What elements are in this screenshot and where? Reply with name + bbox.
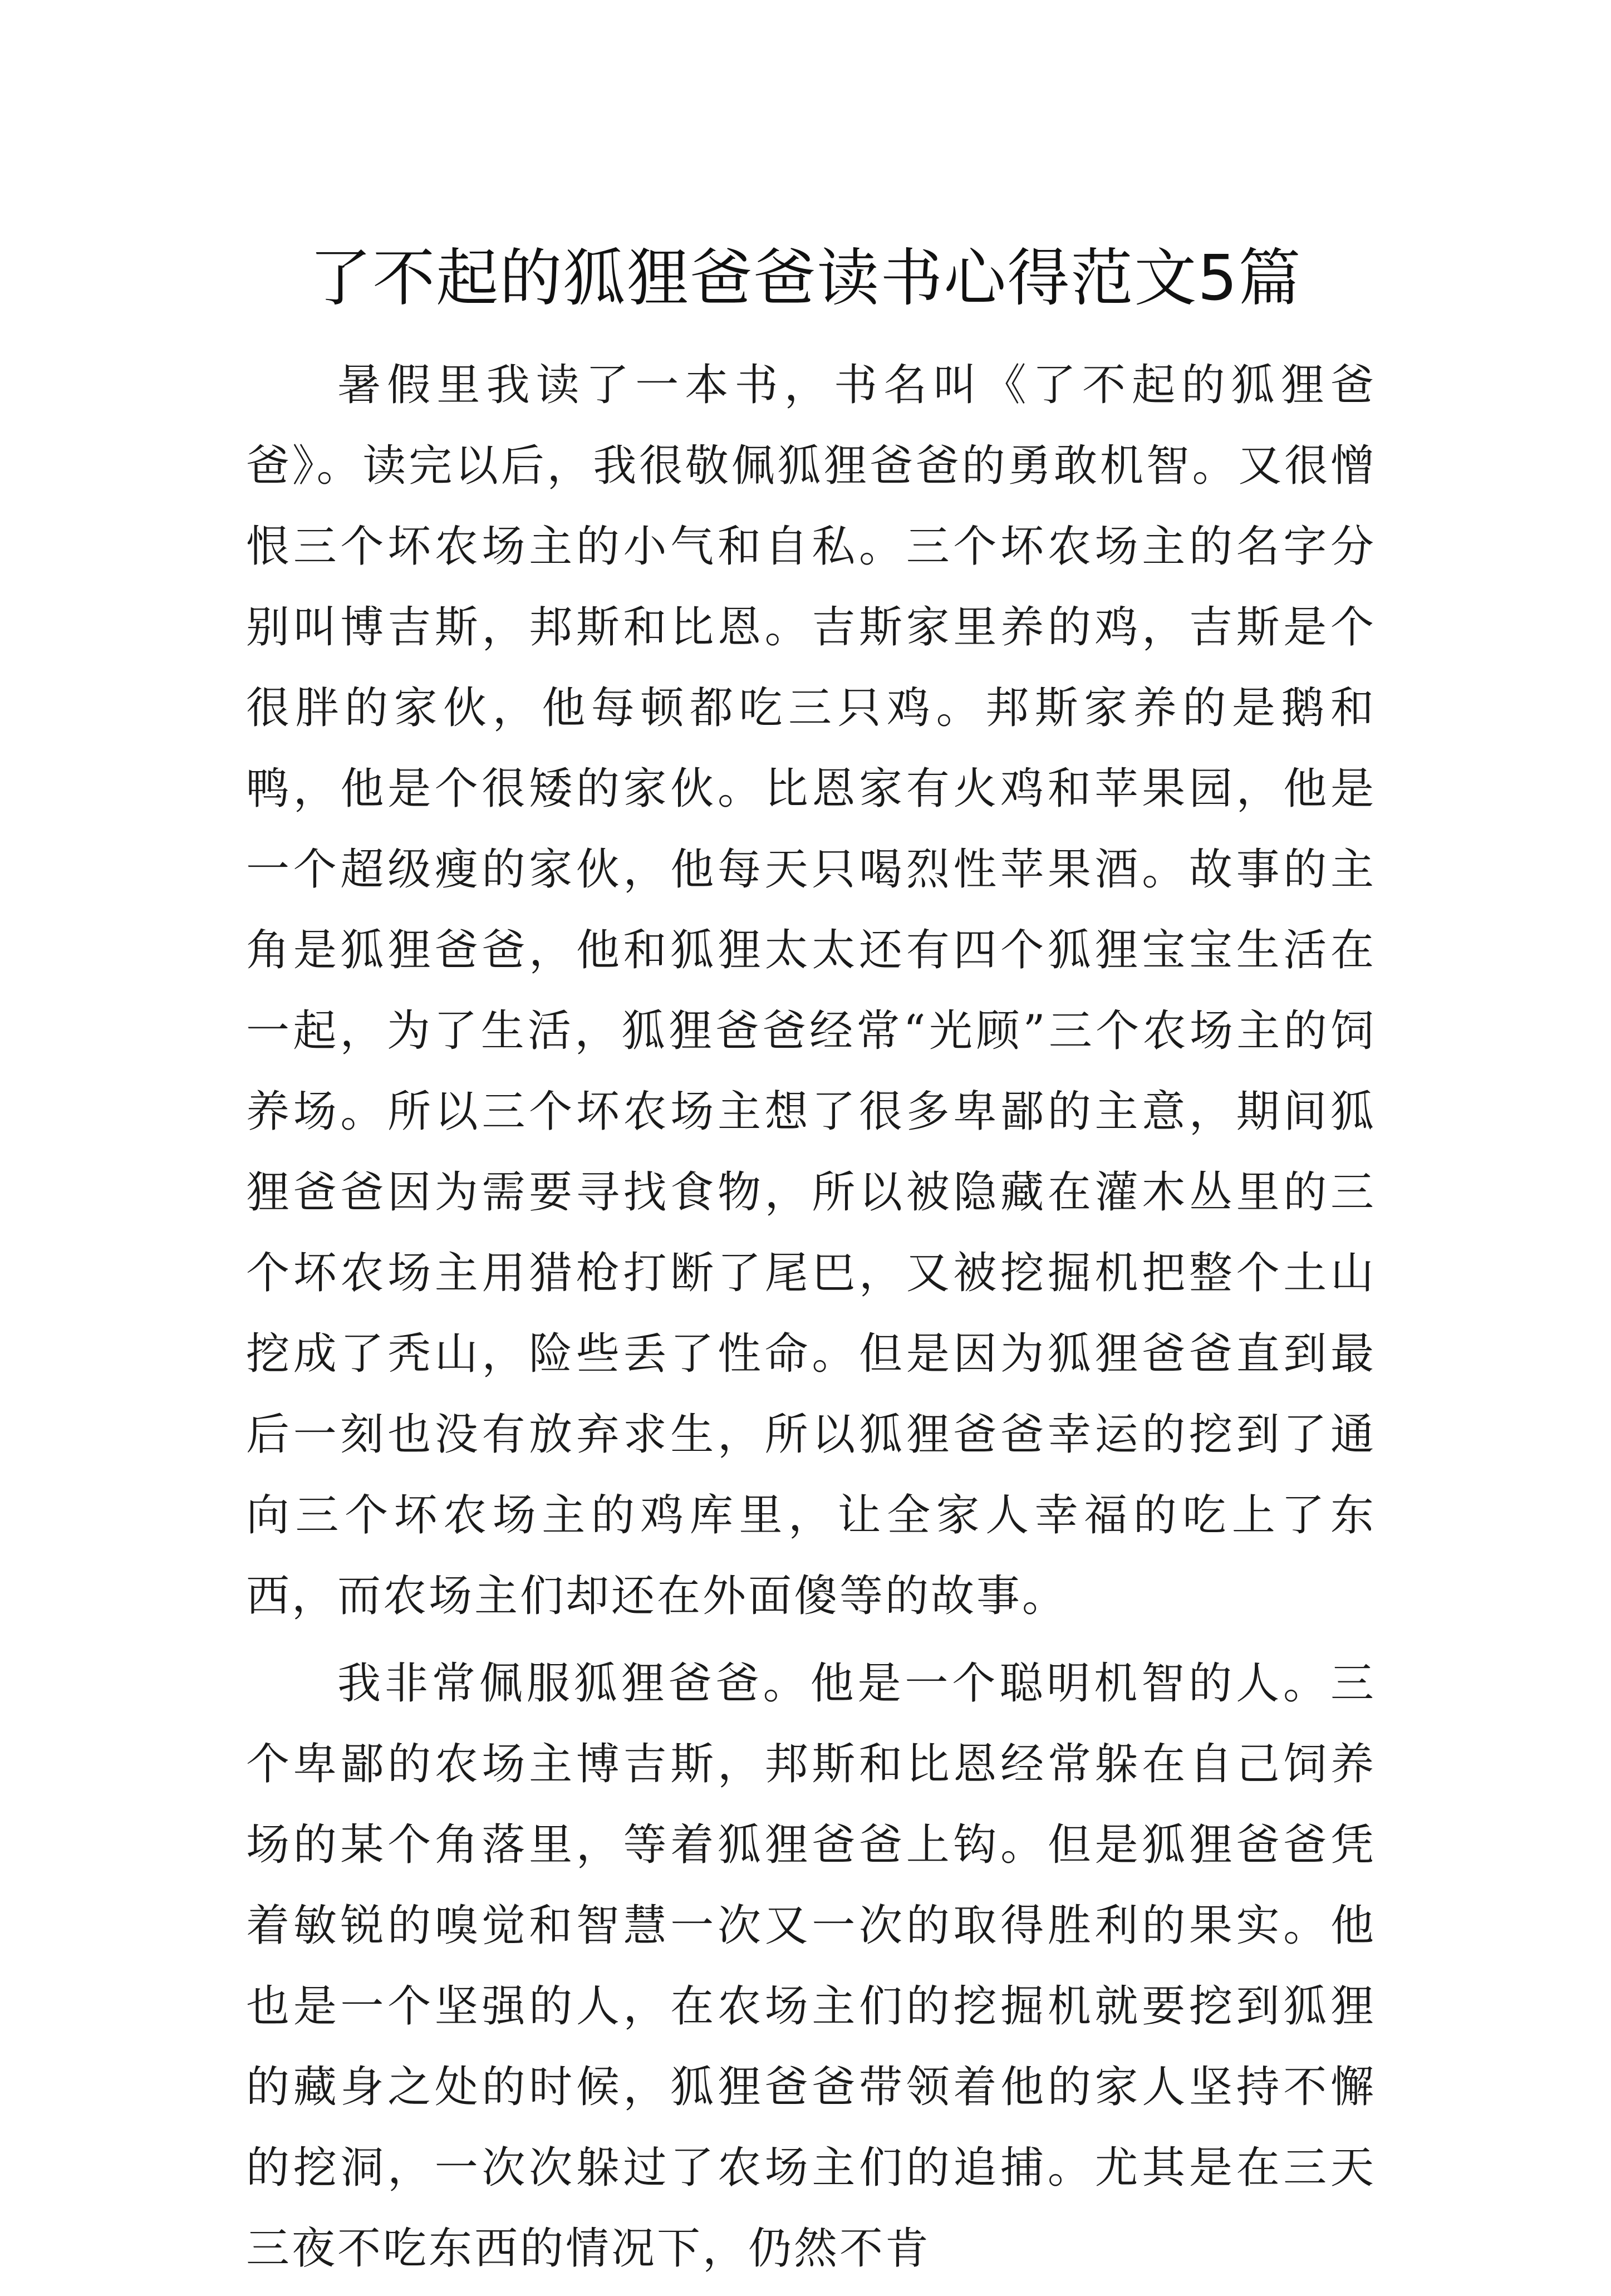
paragraph: 暑假里我读了一本书，书名叫《了不起的狐狸爸爸》。读完以后，我很敬佩狐狸爸爸的勇敢机智。又很憎恨三个坏农场主的小气和自私。三个坏农场主的名字分别叫博吉斯，邦斯和比恩。吉斯家里养的鸡，吉斯是个很胖的家伙，他每顿都吃三只鸡。邦斯家养的是鹅和鸭，他是个很矮的家伙。比恩家有火鸡和苹果园，他是一个超级瘦的家伙，他每天只喝烈性苹果酒。故事的主角是狐狸爸爸，他和狐狸太太还有四个狐狸宝宝生活在一起，为了生活，狐狸爸爸经常“光顾”三个农场主的饲养场。所以三个坏农场主想了很多卑鄙的主意，期间狐狸爸爸因为需要寻找食物，所以被隐藏在灌木丛里的三个坏农场主用猎枪打断了尾巴，又被挖掘机把整个土山挖成了秃山，险些丢了性命。但是因为狐狸爸爸直到最后一刻也没有放弃求生，所以狐狸爸爸幸运的挖到了通向三个坏农场主的鸡库里，让全家人幸福的吃上了东西，而农场主们却还在外面傻等的故事。 [246, 360, 1376, 1621]
paragraph: 我非常佩服狐狸爸爸。他是一个聪明机智的人。三个卑鄙的农场主博吉斯，邦斯和比恩经常躲在自己饲养场的某个角落里，等着狐狸爸爸上钩。但是狐狸爸爸凭着敏锐的嗅觉和智慧一次又一次的取得胜利的果实。他也是一个坚强的人，在农场主们的挖掘机就要挖到狐狸的藏身之处的时候，狐狸爸爸带领着他的家人坚持不懈的挖洞，一次次躲过了农场主们的追捕。尤其是在三天三夜不吃东西的情况下，仍然不肯 [246, 1659, 1376, 2274]
document-body [246, 345, 1376, 2296]
page-title: 了不起的狐狸爸爸读书心得范文5篇 [309, 242, 1302, 315]
